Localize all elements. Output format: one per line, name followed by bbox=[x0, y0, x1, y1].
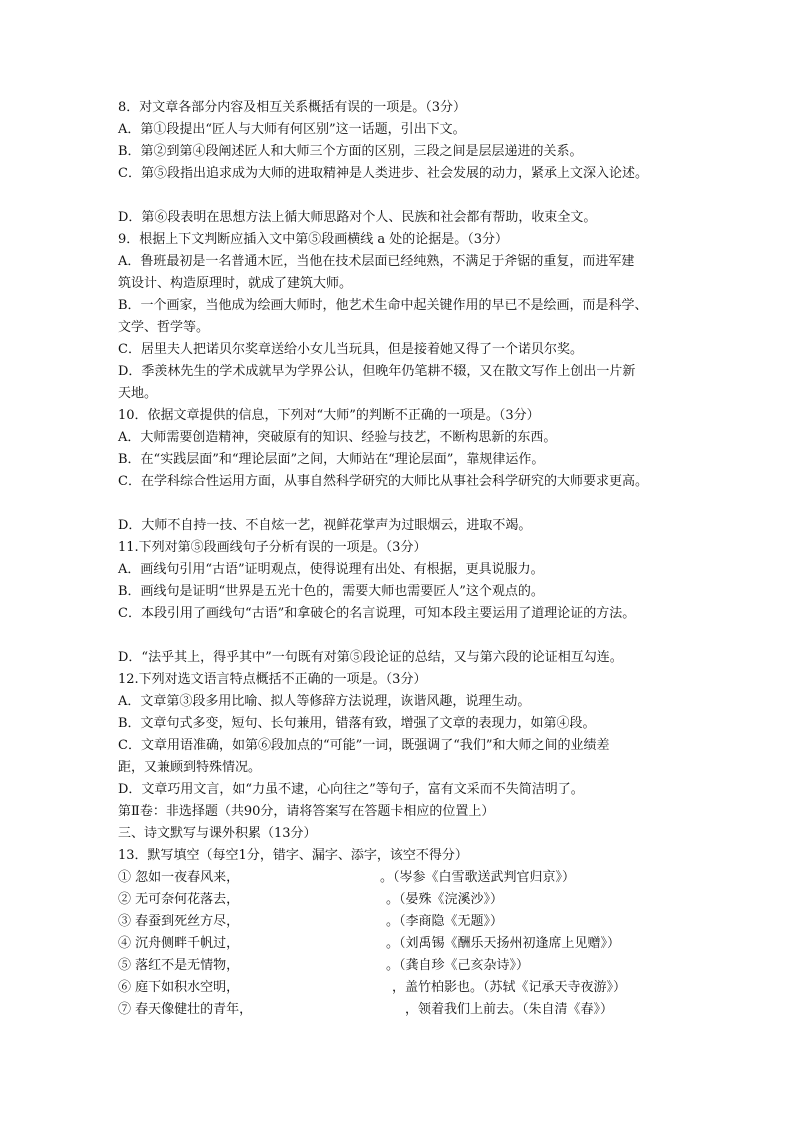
q9-option-b-cont: 文学、哲学等。 bbox=[118, 320, 210, 335]
verse-source: ，领着我们上前去。（朱自清《春》） bbox=[405, 1002, 614, 1017]
q8-option-c: C．第⑤段指出追求成为大师的进取精神是人类进步、社会发展的动力，紧承上文深入论述。 bbox=[118, 166, 648, 181]
verse-source: 。（岑参《白雪歌送武判官归京》） bbox=[380, 870, 576, 885]
q8-stem: 8．对文章各部分内容及相互关系概括有误的一项是。（3分） bbox=[118, 100, 467, 115]
verse-line: ③ 春蚕到死丝方尽， bbox=[118, 914, 240, 929]
q12-option-d: D．文章巧用文言，如“力虽不逮，心向往之”等句子，富有文采而不失简洁明了。 bbox=[118, 782, 584, 797]
part-2-heading: 第Ⅱ卷：非选择题（共90分，请将答案写在答题卡相应的位置上） bbox=[118, 804, 495, 819]
q9-option-a-cont: 筑设计、构造原理时，就成了建筑大师。 bbox=[118, 276, 353, 291]
q11-option-b: B．画线句是证明“世界是五光十色的，需要大师也需要匠人”这个观点的。 bbox=[118, 584, 544, 599]
q9-option-c: C．居里夫人把诺贝尔奖章送给小女儿当玩具，但是接着她又得了一个诺贝尔奖。 bbox=[118, 342, 583, 357]
q11-option-d: D．“法乎其上，得乎其中”一句既有对第⑤段论证的总结，又与第六段的论证相互勾连。 bbox=[118, 650, 623, 665]
q11-option-a: A．画线句引用“古语”证明观点，使得说理有出处、有根据，更具说服力。 bbox=[118, 562, 544, 577]
q12-option-c-cont: 距，又兼顾到特殊情况。 bbox=[118, 760, 262, 775]
fill-blank-item bbox=[118, 933, 698, 955]
q8-option-b: B．第②到第④段阐述匠人和大师三个方面的区别，三段之间是层层递进的关系。 bbox=[118, 144, 583, 159]
fill-blank-item bbox=[118, 977, 698, 999]
verse-line: ① 忽如一夜春风来， bbox=[118, 870, 240, 885]
q9-option-b: B．一个画家，当他成为绘画大师时，他艺术生命中起关键作用的早已不是绘画，而是科学、 bbox=[118, 298, 648, 313]
verse-line: ⑥ 庭下如积水空明， bbox=[118, 980, 240, 995]
q12-option-a: A．文章第③段多用比喻、拟人等修辞方法说理，诙谐风趣，说理生动。 bbox=[118, 694, 531, 709]
verse-line: ⑤ 落红不是无情物， bbox=[118, 958, 240, 973]
q11-option-c: C．本段引用了画线句“古语”和拿破仑的名言说理，可知本段主要运用了道理论证的方法。 bbox=[118, 606, 636, 621]
fill-blank-item bbox=[118, 867, 698, 889]
fill-blank-item bbox=[118, 999, 698, 1021]
fill-blank-item bbox=[118, 955, 698, 977]
spacer bbox=[118, 185, 698, 207]
spacer bbox=[118, 625, 698, 647]
fill-blank-item bbox=[118, 911, 698, 933]
q10-stem: 10．依据文章提供的信息，下列对“大师”的判断不正确的一项是。（3分） bbox=[118, 408, 540, 423]
verse-source: 。（晏殊《浣溪沙》） bbox=[386, 892, 504, 907]
q10-option-c: C．在学科综合性运用方面，从事自然科学研究的大师比从事社会科学研究的大师要求更高。 bbox=[118, 474, 648, 489]
q8-option-d: D．第⑥段表明在思想方法上循大师思路对个人、民族和社会都有帮助，收束全文。 bbox=[118, 210, 597, 225]
q12-option-b: B．文章句式多变，短句、长句兼用，错落有致，增强了文章的表现力，如第④段。 bbox=[118, 716, 596, 731]
verse-source: ，盖竹柏影也。（苏轼《记承天寺夜游》） bbox=[392, 980, 627, 995]
section-3-heading: 三、诗文默写与课外积累（13分） bbox=[118, 826, 317, 841]
fill-blank-item bbox=[118, 889, 698, 911]
verse-line: ⑦ 春天像健壮的青年， bbox=[118, 1002, 253, 1017]
verse-source: 。（李商隐《无题》） bbox=[386, 914, 504, 929]
spacer bbox=[118, 493, 698, 515]
q13-stem: 13．默写填空（每空1分，错字、漏字、添字，该空不得分） bbox=[118, 848, 468, 863]
q10-option-a: A．大师需要创造精神，突破原有的知识、经验与技艺，不断构思新的东西。 bbox=[118, 430, 557, 445]
q8-option-a: A．第①段提出“匠人与大师有何区别”这一话题，引出下文。 bbox=[118, 122, 466, 137]
q9-stem: 9．根据上下文判断应插入文中第⑤段画横线 a 处的论据是。（3分） bbox=[118, 232, 509, 247]
verse-source: 。（龚自珍《己亥杂诗》） bbox=[386, 958, 530, 973]
exam-page bbox=[118, 97, 698, 1021]
q9-option-d: D．季羡林先生的学术成就早为学界公认，但晚年仍笔耕不辍，又在散文写作上创出一片新 bbox=[118, 364, 636, 379]
verse-line: ② 无可奈何花落去， bbox=[118, 892, 240, 907]
verse-line: ④ 沉舟侧畔千帆过， bbox=[118, 936, 240, 951]
q12-option-c: C．文章用语准确，如第⑥段加点的“可能”一词，既强调了“我们”和大师之间的业绩差 bbox=[118, 738, 610, 753]
q10-option-b: B．在“实践层面”和“理论层面”之间，大师站在“理论层面”，靠规律运作。 bbox=[118, 452, 545, 467]
q9-option-a: A．鲁班最初是一名普通木匠，当他在技术层面已经纯熟，不满足于斧锯的重复，而进军建 bbox=[118, 254, 635, 269]
q11-stem: 11.下列对第⑤段画线句子分析有误的一项是。（3分） bbox=[118, 540, 427, 555]
q9-option-d-cont: 天地。 bbox=[118, 386, 158, 401]
q10-option-d: D．大师不自持一技、不自炫一艺，视鲜花掌声为过眼烟云，进取不竭。 bbox=[118, 518, 532, 533]
q12-stem: 12.下列对选文语言特点概括不正确的一项是。（3分） bbox=[118, 672, 427, 687]
verse-source: 。（刘禹锡《酬乐天扬州初逢席上见赠》） bbox=[386, 936, 621, 951]
